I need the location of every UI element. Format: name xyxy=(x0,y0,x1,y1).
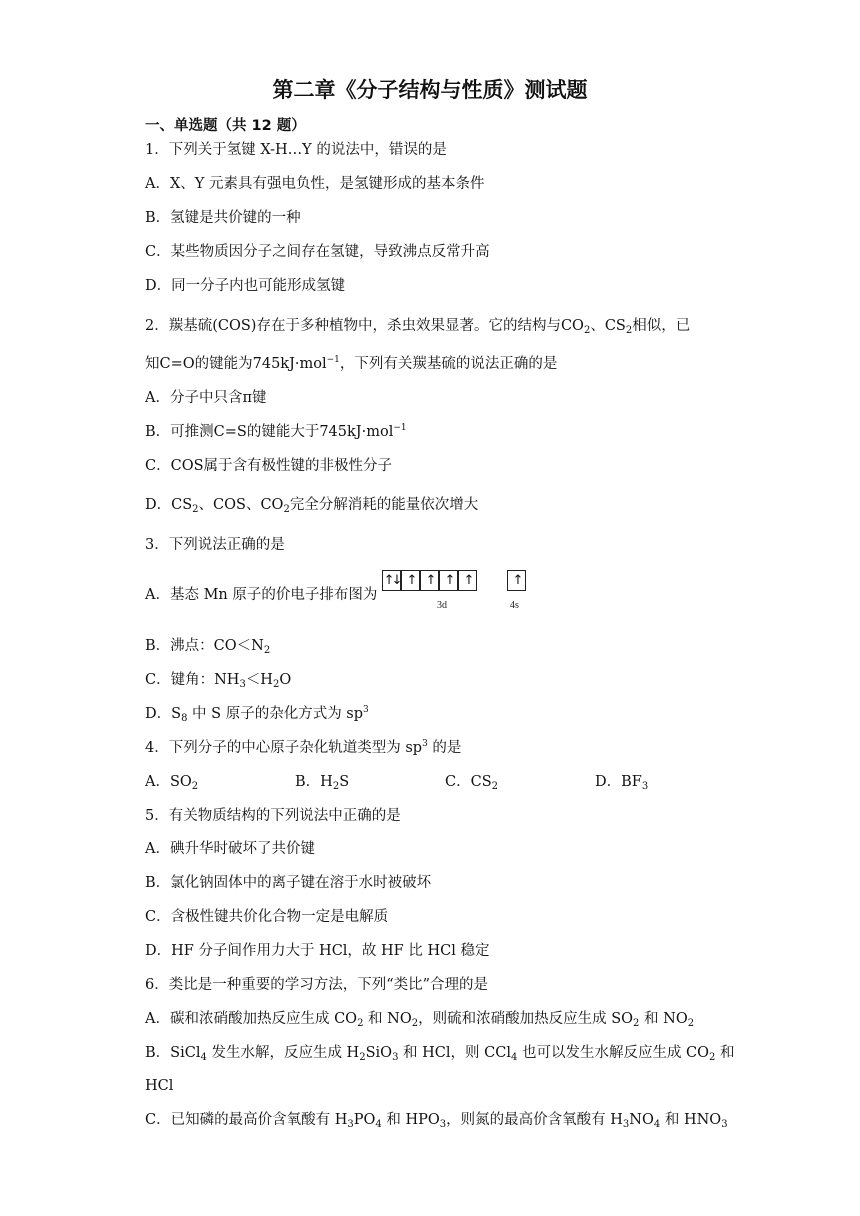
question-2-option-d: D．$CS_2$、COS、$CO_2$完全分解消耗的能量依次增大 xyxy=(145,497,479,515)
question-1-stem: 1．下列关于氢键 X-H…Y 的说法中，错误的是 xyxy=(145,142,447,158)
question-3-option-a: A．基态 Mn 原子的价电子排布图为 xyxy=(145,587,378,603)
orbital-box-3d-4: ↑ xyxy=(439,570,458,591)
question-1-option-a: A．X、Y 元素具有强电负性，是氢键形成的基本条件 xyxy=(145,176,485,192)
question-2-option-a: A．分子中只含π键 xyxy=(145,390,267,406)
page-title: 第二章《分子结构与性质》测试题 xyxy=(272,78,588,102)
question-6-option-c: C．已知磷的最高价含氧酸有 $H_3PO_4$ 和 $HPO_3$，则氮的最高价含氧酸有 $H_3NO_4$ 和 $HNO_3$ xyxy=(145,1112,728,1130)
question-4-option-b: B．$H_2S$ xyxy=(295,774,350,792)
orbital-label-4s: 4s xyxy=(510,600,519,611)
question-2-stem-line-1: 2．羰基硫(COS)存在于多种植物中，杀虫效果显著。它的结构与$CO_2$、$CS_2$相似，已 xyxy=(145,318,691,336)
question-6-stem: 6．类比是一种重要的学习方法，下列“类比”合理的是 xyxy=(145,977,489,993)
question-4-options xyxy=(145,773,705,791)
question-5-option-c: C．含极性键共价化合物一定是电解质 xyxy=(145,909,389,925)
question-5-stem: 5．有关物质结构的下列说法中正确的是 xyxy=(145,808,401,824)
orbital-label-3d: 3d xyxy=(437,600,447,611)
question-3-option-b: B．沸点：$CO<N_2$ xyxy=(145,638,271,656)
orbital-box-3d-5: ↑ xyxy=(458,570,477,591)
question-5-option-b: B．氯化钠固体中的离子键在溶于水时被破坏 xyxy=(145,875,432,891)
question-3-option-c: C．键角：$NH_3<H_2O$ xyxy=(145,672,292,690)
orbital-box-3d-1: ↑↓ xyxy=(382,570,401,591)
question-4-stem: 4．下列分子的中心原子杂化轨道类型为 $sp^3$ 的是 xyxy=(145,739,462,756)
question-3-option-d: D．$S_8$ 中 S 原子的杂化方式为 $sp^3$ xyxy=(145,705,369,724)
question-1-option-d: D．同一分子内也可能形成氢键 xyxy=(145,278,346,294)
question-4-option-d: D．$BF_3$ xyxy=(595,774,649,792)
orbital-box-3d-2: ↑ xyxy=(401,570,420,591)
question-3-stem: 3．下列说法正确的是 xyxy=(145,537,285,553)
question-6-option-a: A．碳和浓硝酸加热反应生成 $CO_2$ 和 $NO_2$，则硫和浓硝酸加热反应生成 $SO_2$ 和 $NO_2$ xyxy=(145,1011,695,1029)
question-2-option-b: B．可推测C=S的键能大于745kJ·mol$^{-1}$ xyxy=(145,423,407,440)
question-5-option-a: A．碘升华时破坏了共价键 xyxy=(145,841,315,857)
question-4-option-a: A．$SO_2$ xyxy=(145,774,199,792)
orbital-box-3d-3: ↑ xyxy=(420,570,439,591)
question-4-option-c: C．$CS_2$ xyxy=(445,774,498,792)
question-1-option-b: B．氢键是共价键的一种 xyxy=(145,210,301,226)
orbital-box-4s: ↑ xyxy=(507,570,526,591)
question-6-option-b-line-2: HCl xyxy=(145,1078,174,1094)
question-5-option-d: D．HF 分子间作用力大于 HCl，故 HF 比 HCl 稳定 xyxy=(145,943,490,959)
question-6-option-b: B．SiCl$_4$ 发生水解，反应生成 $H_2SiO_3$ 和 HCl，则 CCl$_4$ 也可以发生水解反应生成 $CO_2$ 和 xyxy=(145,1045,735,1063)
question-2-option-c: C．COS属于含有极性键的非极性分子 xyxy=(145,458,393,474)
section-heading: 一、单选题（共 12 题） xyxy=(145,118,306,134)
question-2-stem-line-2: 知C=O的键能为745kJ·mol$^{-1}$，下列有关羰基硫的说法正确的是 xyxy=(145,355,558,372)
question-1-option-c: C．某些物质因分子之间存在氢键，导致沸点反常升高 xyxy=(145,244,490,260)
mn-orbital-diagram xyxy=(382,570,532,614)
